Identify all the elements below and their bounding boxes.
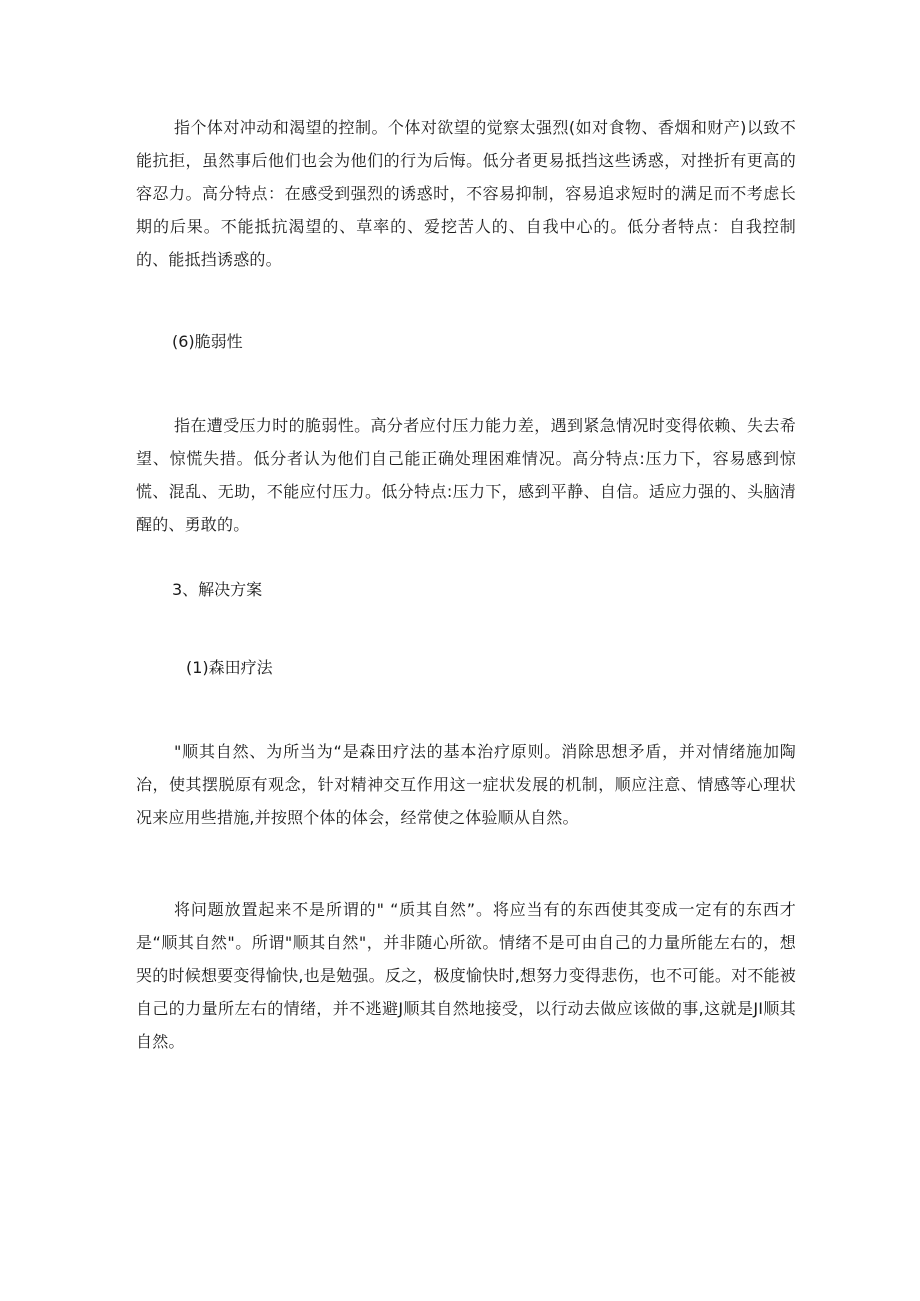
section-heading-vulnerability: (6)脆弱性 — [172, 332, 243, 351]
paragraph-vulnerability: 指在遭受压力时的脆弱性。高分者应付压力能力差，遇到紧急情况时变得依赖、失去希望、惊慌失措。低分者认为他们自己能正确处理困难情况。高分特点:压力下，容易感到惊慌、混乱、无助，不能应付压力。低分特点:压力下，感到平静、自信。适应力强的、头脑清醒的、勇敢的。 — [136, 416, 796, 534]
section-heading-morita-therapy: (1)森田疗法 — [186, 658, 273, 677]
paragraph-morita-explanation: 将问题放置起来不是所谓的" “质其自然”。将应当有的东西使其变成一定有的东西才是“顺其自然"。所谓"顺其自然"，并非随心所欲。情绪不是可由自己的力量所能左右的，想哭的时候想要变得愉快,也是勉强。反之，极度愉快时,想努力变得悲伤，也不可能。对不能被自己的力量所左右的情绪，并不逃避J顺其自然地接受，以行动去做应该做的事,这就是JI顺其自然。 — [136, 900, 796, 1051]
paragraph-morita-principle: "顺其自然、为所当为“是森田疗法的基本治疗原则。消除思想矛盾，并对情绪施加陶冶，使其摆脱原有观念，针对精神交互作用这一症状发展的机制，顺应注意、情感等心理状况来应用些措施,并按照个体的体会，经常使之体验顺从自然。 — [136, 742, 796, 827]
paragraph-impulse-control: 指个体对冲动和渴望的控制。个体对欲望的觉察太强烈(如对食物、香烟和财产)以致不能抗拒，虽然事后他们也会为他们的行为后悔。低分者更易抵挡这些诱惑，对挫折有更高的容忍力。高分特点：在感受到强烈的诱惑时，不容易抑制，容易追求短时的满足而不考虑长期的后果。不能抵抗渴望的、草率的、爱挖苦人的、自我中心的。低分者特点：自我控制的、能抵挡诱惑的。 — [136, 118, 796, 269]
section-heading-solution: 3、解决方案 — [172, 580, 263, 599]
